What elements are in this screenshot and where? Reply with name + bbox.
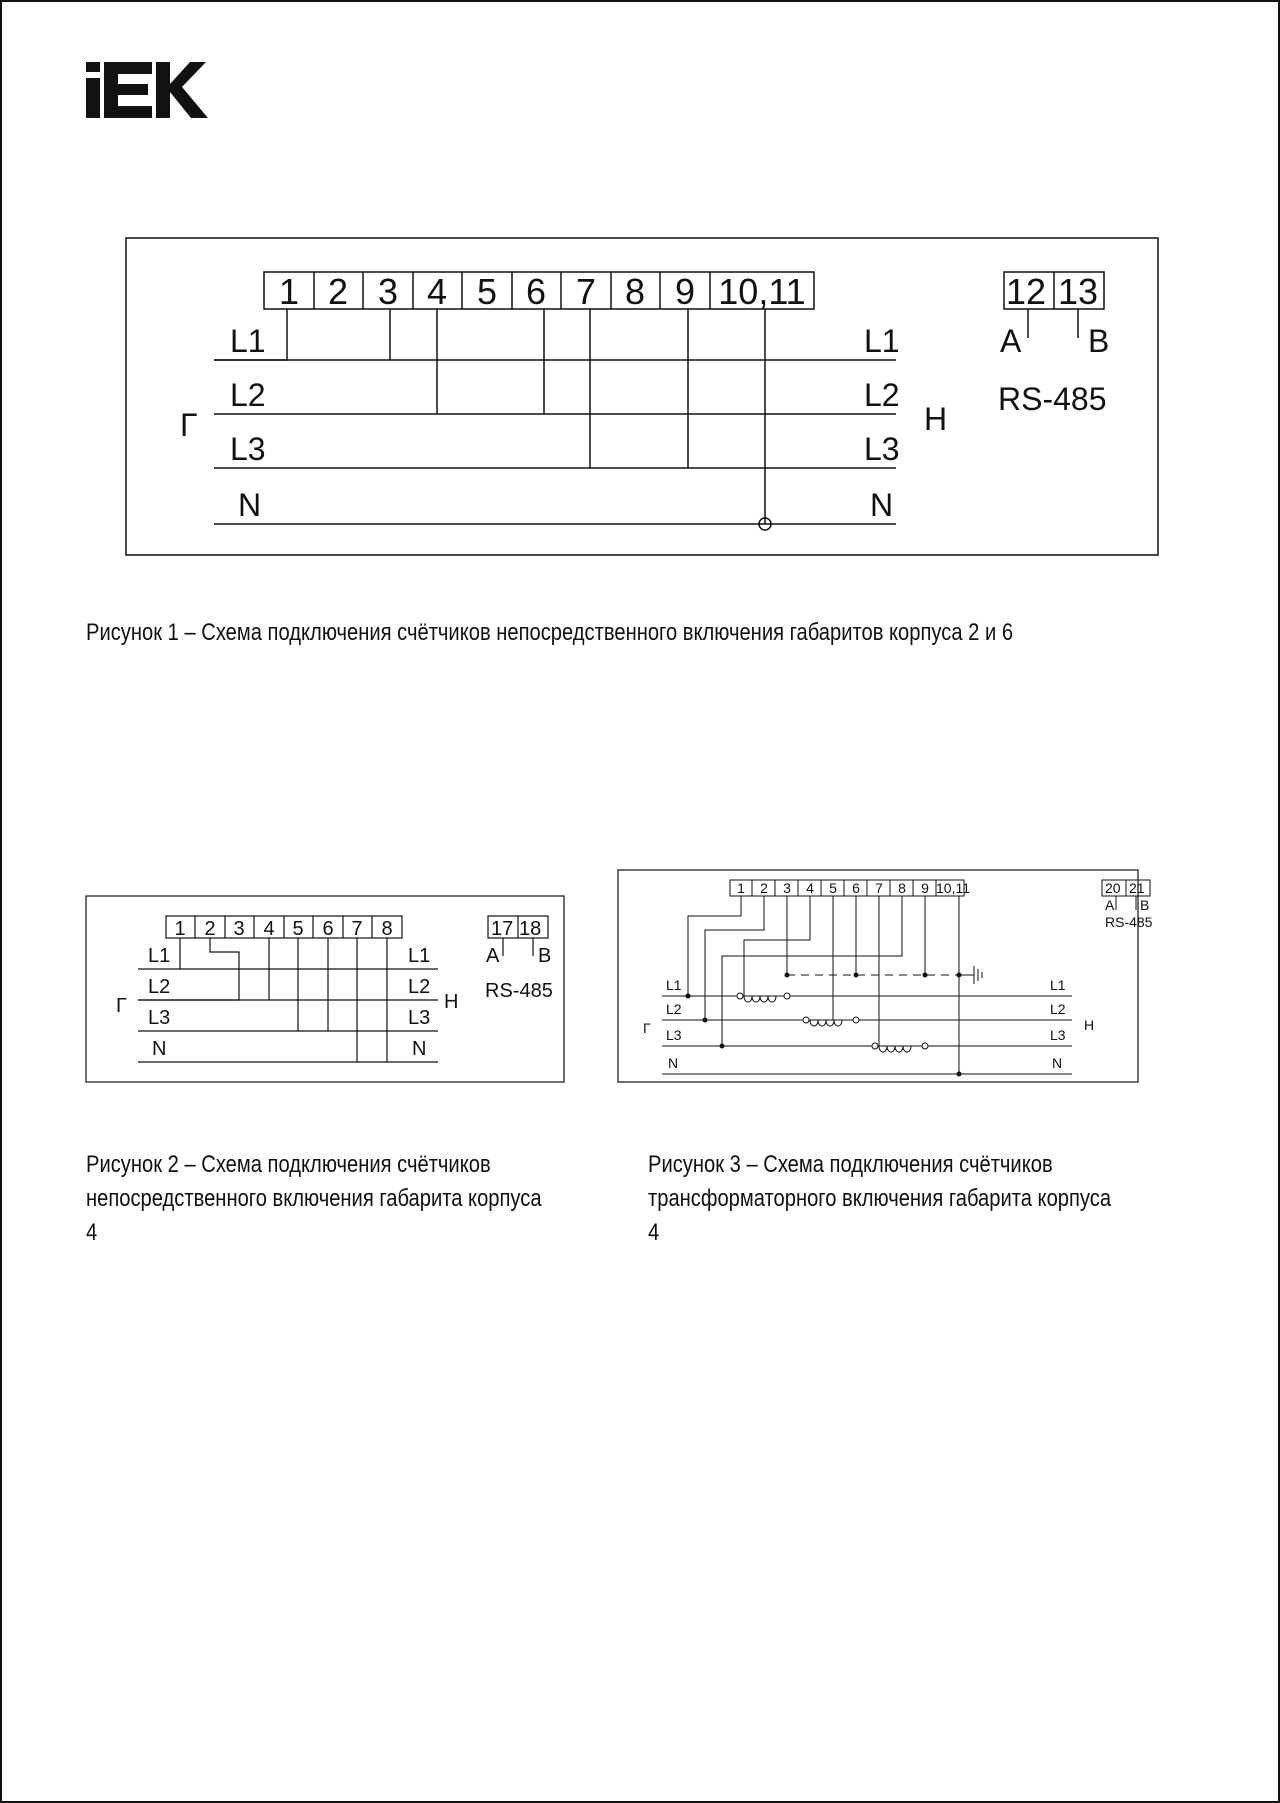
- terminal-label: 8: [381, 918, 393, 940]
- generator-label: Г: [643, 1020, 651, 1036]
- bus-lines: [214, 360, 896, 524]
- figure-2-caption: Рисунок 2 – Схема подключения счётчиков непосредственного включения габарита корпуса 4: [86, 1151, 542, 1246]
- rs485-b-label: B: [538, 945, 552, 967]
- rs485-label: RS-485: [998, 381, 1107, 417]
- figure-3-diagram: [618, 870, 1153, 1082]
- figure-1-caption: Рисунок 1 – Схема подключения счётчиков непосредственного включения габаритов корпуса 2 и 6: [86, 619, 1014, 646]
- terminal-label: 9: [674, 271, 696, 312]
- iek-logo: [86, 62, 208, 118]
- terminal-label: 2: [204, 918, 216, 940]
- left-line-label: L2: [230, 377, 266, 413]
- figure-1-diagram: [126, 238, 1158, 555]
- terminal-label: 5: [829, 880, 837, 896]
- terminal-label: 7: [575, 271, 597, 312]
- rs485-a-label: A: [1000, 323, 1022, 359]
- rs485-terminal: 20: [1105, 880, 1121, 896]
- terminal-label: 8: [898, 880, 906, 896]
- left-line-label: L3: [230, 431, 266, 467]
- right-line-label: L3: [408, 1007, 431, 1029]
- terminal-label: 2: [760, 880, 768, 896]
- left-line-label: N: [668, 1055, 679, 1071]
- terminal-label: 1: [278, 271, 300, 312]
- ground-icon: [959, 966, 982, 984]
- right-line-label: L2: [1050, 1001, 1066, 1017]
- terminal-label: 3: [377, 271, 399, 312]
- terminal-label: 7: [351, 918, 363, 940]
- rs485-a-label: A: [1105, 897, 1115, 913]
- terminal-label: 4: [806, 880, 814, 896]
- terminal-label: 1: [174, 918, 186, 940]
- terminal-label: 10,11: [718, 271, 806, 312]
- rs485-b-label: B: [1088, 323, 1110, 359]
- terminal-label: 6: [852, 880, 860, 896]
- rs485-label: RS-485: [485, 980, 553, 1002]
- figure-3-caption: Рисунок 3 – Схема подключения счётчиков трансформаторного включения габарита корпуса 4: [648, 1151, 1112, 1246]
- terminal-label: 6: [322, 918, 334, 940]
- figure-2-diagram: [86, 896, 564, 1082]
- rs485-terminal: 17: [491, 918, 514, 940]
- left-line-label: L2: [148, 976, 171, 998]
- left-line-label: L3: [148, 1007, 171, 1029]
- right-line-label: L1: [1050, 977, 1066, 993]
- left-line-label: L2: [666, 1001, 682, 1017]
- right-line-label: N: [870, 487, 894, 523]
- terminal-label: 3: [783, 880, 791, 896]
- right-line-label: N: [1052, 1055, 1063, 1071]
- right-line-label: L3: [864, 431, 900, 467]
- terminal-label: 10,11: [936, 880, 970, 896]
- rs485-b-label: B: [1140, 897, 1150, 913]
- left-line-label: L3: [666, 1027, 682, 1043]
- right-line-label: L3: [1050, 1027, 1066, 1043]
- left-line-label: L1: [230, 323, 266, 359]
- rs485-label: RS-485: [1105, 914, 1153, 930]
- generator-label: Г: [180, 407, 198, 443]
- load-label: Н: [1084, 1017, 1095, 1033]
- rs485-terminal: 18: [519, 918, 542, 940]
- generator-label: Г: [116, 995, 127, 1017]
- load-label: Н: [924, 401, 948, 437]
- terminal-label: 4: [426, 271, 448, 312]
- terminal-label: 5: [476, 271, 498, 312]
- rs485-terminal: 12: [1006, 271, 1047, 312]
- right-line-label: L1: [864, 323, 900, 359]
- right-line-label: L2: [408, 976, 431, 998]
- left-line-label: L1: [666, 977, 682, 993]
- rs485-a-label: A: [486, 945, 500, 967]
- rs485-terminal: 13: [1058, 271, 1099, 312]
- rs485-terminal: 21: [1129, 880, 1145, 896]
- terminal-label: 1: [737, 880, 745, 896]
- terminal-label: 3: [233, 918, 245, 940]
- right-line-label: L1: [408, 945, 431, 967]
- terminal-label: 9: [921, 880, 929, 896]
- terminal-label: 2: [327, 271, 349, 312]
- wiring: [214, 309, 765, 524]
- terminal-label: 7: [875, 880, 883, 896]
- terminal-label: 4: [263, 918, 275, 940]
- terminal-label: 5: [292, 918, 304, 940]
- left-line-label: N: [152, 1038, 167, 1060]
- load-label: Н: [444, 991, 459, 1013]
- left-line-label: L1: [148, 945, 171, 967]
- current-transformers: [744, 996, 911, 1052]
- terminal-label: 8: [624, 271, 646, 312]
- right-line-label: L2: [864, 377, 900, 413]
- left-line-label: N: [238, 487, 262, 523]
- terminal-label: 6: [525, 271, 547, 312]
- figure-3-frame: [618, 870, 1138, 1082]
- right-line-label: N: [412, 1038, 427, 1060]
- terminal-dividers: [314, 272, 710, 309]
